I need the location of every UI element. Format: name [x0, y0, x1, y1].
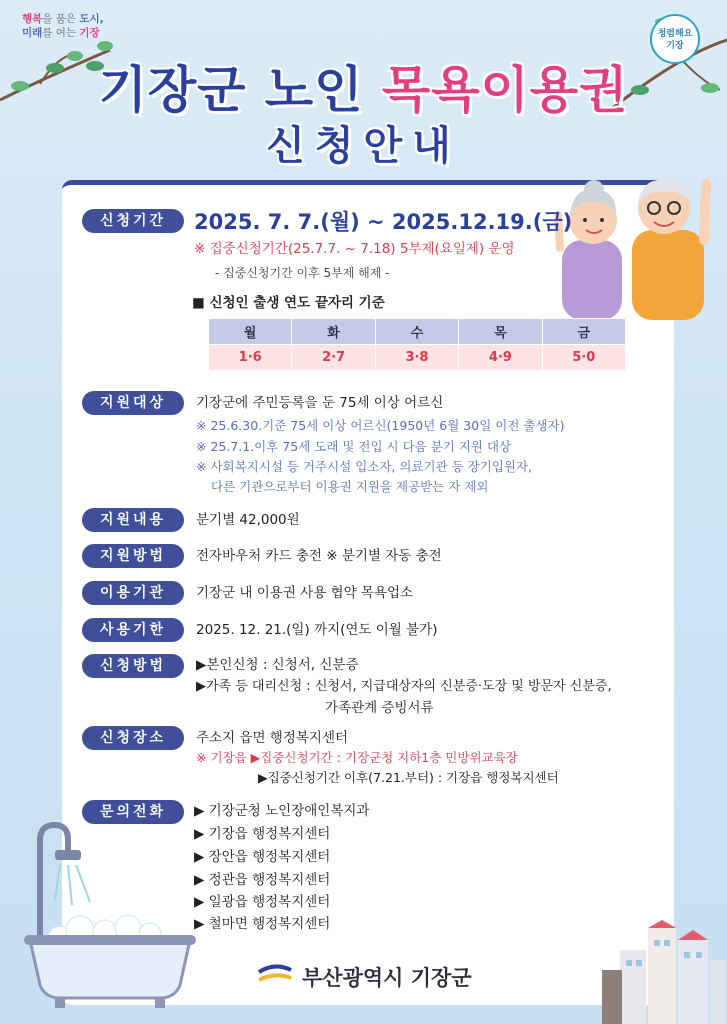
birth-digit-cell: 3·8 — [375, 345, 458, 371]
weekday-header: 월 — [209, 319, 292, 345]
label-contact: 문의전화 — [82, 800, 184, 824]
period-note-after: - 집중신청기간 이후 5부제 해제 - — [215, 266, 390, 280]
birth-digit-cell: 1·6 — [209, 345, 292, 371]
buildings-illustration — [600, 920, 727, 1024]
contact-item: ▶ 일광읍 행정복지센터 — [194, 894, 331, 910]
weekday-table — [208, 318, 626, 371]
contact-item: ▶ 기장군청 노인장애인복지과 — [194, 803, 370, 819]
target-note: ※ 25.7.1.이후 75세 도래 및 전입 시 다음 분기 지원 대상 — [196, 439, 512, 454]
label-period: 신청기간 — [82, 209, 184, 233]
birth-digit-cell: 4·9 — [459, 345, 542, 371]
birth-digit-cell: 2·7 — [292, 345, 375, 371]
integrity-badge: 청렴해요 기장 — [650, 14, 700, 64]
apply-proxy-docs: 가족관계 증빙서류 — [325, 700, 434, 716]
bathtub-illustration — [10, 820, 200, 1010]
table-caption: ■ 신청인 출생 연도 끝자리 기준 — [192, 295, 385, 311]
elderly-couple-illustration — [548, 170, 720, 320]
deadline-value: 2025. 12. 21.(일) 까지(연도 이월 불가) — [196, 622, 438, 638]
label-target: 지원대상 — [82, 391, 184, 415]
label-agency: 이용기관 — [82, 581, 184, 605]
weekday-header: 화 — [292, 319, 375, 345]
slogan: 행복을 품은 도시, 미래를 여는 기장 — [22, 13, 104, 39]
period-note-focus: ※ 집중신청기간(25.7.7. ~ 7.18) 5부제(요일제) 운영 — [194, 241, 515, 257]
period-date: 2025. 7. 7.(월) ~ 2025.12.19.(금) — [194, 210, 573, 234]
method-value: 전자바우처 카드 충전 ※ 분기별 자동 충전 — [196, 548, 442, 564]
apply-proxy: ▶가족 등 대리신청 : 신청서, 지급대상자의 신분증·도장 및 방문자 신분증, — [196, 679, 612, 694]
agency-value: 기장군 내 이용권 사용 협약 목욕업소 — [196, 585, 414, 601]
footer-org: 부산광역시 기장군 — [302, 966, 472, 990]
weekday-header: 수 — [375, 319, 458, 345]
contact-item: ▶ 장안읍 행정복지센터 — [194, 849, 331, 865]
label-place: 신청장소 — [82, 726, 184, 750]
label-content: 지원내용 — [82, 508, 184, 532]
label-apply: 신청방법 — [82, 654, 184, 678]
content-value: 분기별 42,000원 — [196, 512, 300, 528]
apply-self: ▶본인신청 : 신청서, 신분증 — [196, 657, 359, 673]
target-note: ※ 25.6.30.기준 75세 이상 어르신(1950년 6월 30일 이전 출생자) — [196, 418, 565, 433]
contact-item: ▶ 철마면 행정복지센터 — [194, 916, 331, 932]
contact-item: ▶ 기장읍 행정복지센터 — [194, 826, 331, 842]
place-note-focus: ※ 기장읍 ▶집중신청기간 : 기장군청 지하1층 민방위교육장 — [196, 750, 518, 765]
weekday-header: 목 — [459, 319, 542, 345]
weekday-header: 금 — [542, 319, 625, 345]
contact-item: ▶ 정관읍 행정복지센터 — [194, 872, 331, 888]
gijang-logo-icon — [255, 962, 295, 988]
place-note-after: ▶집중신청기간 이후(7.21.부터) : 기장읍 행정복지센터 — [258, 770, 559, 785]
label-deadline: 사용기한 — [82, 618, 184, 642]
page-title: 기장군 노인 목욕이용권 — [98, 61, 629, 119]
label-method: 지원방법 — [82, 544, 184, 568]
target-note: ※ 사회복지시설 등 거주시설 입소자, 의료기관 등 장기입원자, — [196, 459, 533, 474]
birth-digit-cell: 5·0 — [542, 345, 625, 371]
target-main: 기장군에 주민등록을 둔 75세 이상 어르신 — [196, 395, 444, 411]
place-main: 주소지 읍면 행정복지센터 — [196, 730, 349, 746]
target-note: 다른 기관으로부터 이용권 지원을 제공받는 자 제외 — [211, 479, 489, 494]
page-subtitle: 신청안내 — [266, 123, 461, 169]
